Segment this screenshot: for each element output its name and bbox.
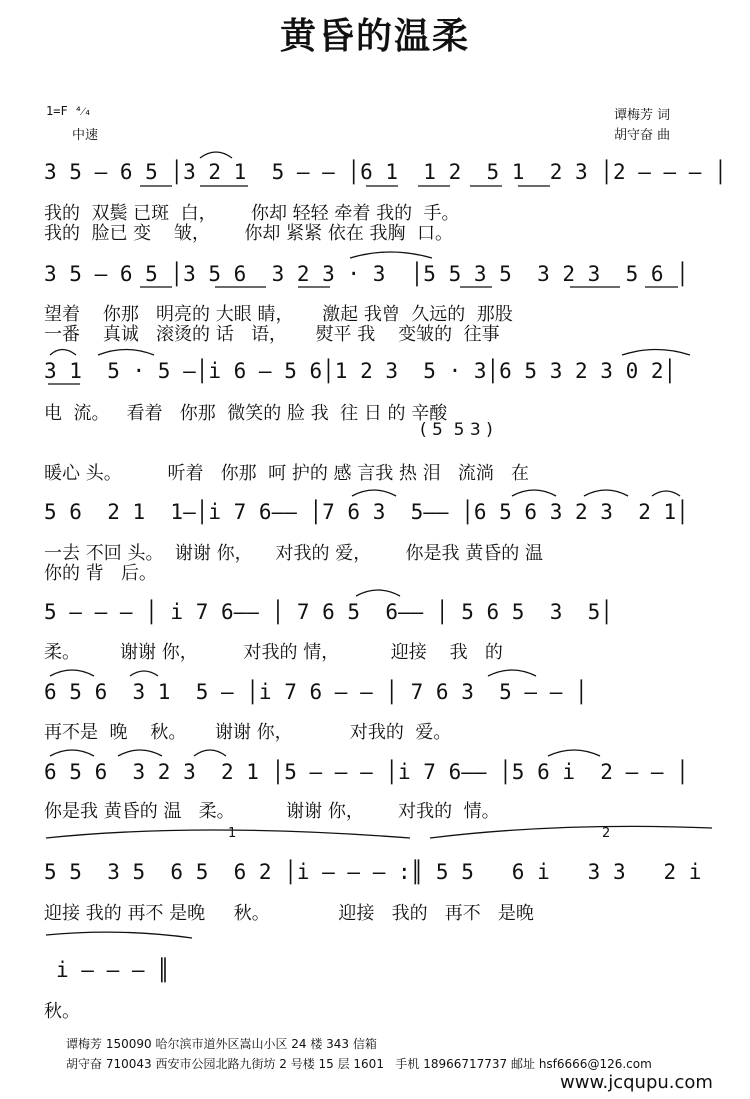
slur-mark (50, 670, 94, 676)
notation-row-3: 3 1 5 · 5 —│i 6 — 5 6│1 2 3 5 · 3│6 5 3 2 3 0 2│ (44, 359, 677, 383)
notation-row-9: i — — — ║ (56, 958, 170, 982)
notation-row-2: 3 5 — 6 5 │3 5 6 3 2 3 · 3 │5 5 3 5 3 2 3 5 6 │ (44, 262, 689, 286)
slur-mark (652, 491, 680, 496)
slur-mark (194, 750, 226, 756)
site-watermark: www.jcqupu.com (560, 1072, 713, 1093)
lyric-row-3-verse-2: 暖心 头。 听着 你那 呵 护的 感 言我 热 泪 流淌 在 (44, 463, 530, 484)
slur-mark (622, 350, 690, 356)
notation-row-7: 6 5 6 3 2 3 2 1 │5 — — — │i 7 6—— │5 6 i 2 — — │ (44, 760, 689, 784)
slur-mark (98, 350, 154, 356)
slur-mark (512, 490, 556, 496)
slur-mark (130, 671, 158, 676)
footer-lyricist-address: 谭梅芳 150090 哈尔滨市道外区嵩山小区 24 楼 343 信箱 (66, 1037, 377, 1051)
key-signature: 1=F ⁴⁄₄ (46, 104, 92, 118)
notation-row-6: 6 5 6 3 1 5 — │i 7 6 — — │ 7 6 3 5 — — │ (44, 680, 588, 704)
slur-mark (50, 750, 94, 756)
lyric-row-9: 秋。 (44, 1001, 80, 1022)
slur-mark (118, 750, 162, 756)
lyric-row-3-verse-1: 电 流。 看着 你那 微笑的 脸 我 往 日 的 辛酸 (44, 403, 448, 424)
lyric-row-2-verse-1: 望着 你那 明亮的 大眼 睛， 激起 我曾 久远的 那股 (44, 304, 513, 325)
slur-mark (350, 252, 432, 258)
slur-mark (200, 152, 232, 158)
lyric-row-7: 你是我 黄昏的 温 柔。 谢谢 你， 对我的 情。 (44, 801, 500, 822)
page-title: 黄昏的温柔 (279, 16, 470, 57)
lyric-row-1-verse-2: 我的 脸已 变 皱， 你却 紧紧 依在 我胸 口。 (44, 223, 453, 244)
slur-mark (50, 350, 76, 356)
lyric-row-4-verse-2: 你的 背 后。 (44, 563, 157, 584)
lyric-row-1-verse-1: 我的 双鬓 已斑 白， 你却 轻轻 牵着 我的 手。 (44, 203, 460, 224)
lyricist-credit: 谭梅芳 词 (614, 108, 671, 123)
lyric-row-4-verse-1: 一去 不回 头。 谢谢 你， 对我的 爱， 你是我 黄昏的 温 (44, 543, 543, 564)
slur-mark (356, 590, 400, 596)
notation-row-5: 5 — — — │ i 7 6—— │ 7 6 5 6—— │ 5 6 5 3 5│ (44, 600, 613, 624)
volta-1-label: 1 (228, 826, 237, 841)
slur-mark (488, 670, 536, 676)
slur-mark (352, 490, 396, 496)
notation-row-8: 5 5 3 5 6 5 6 2 │i — — — :║ 5 5 6 i 3 3 2 i (44, 860, 702, 884)
lyric-row-6: 再不是 晚 秋。 谢谢 你， 对我的 爱。 (44, 722, 452, 743)
slur-mark (584, 490, 628, 496)
lyric-row-2-verse-2: 一番 真诚 滚烫的 话 语， 熨平 我 变皱的 往事 (44, 324, 500, 345)
lyric-row-5: 柔。 谢谢 你， 对我的 情， 迎接 我 的 (44, 642, 503, 663)
slur-mark (548, 750, 600, 756)
footer-composer-address: 胡守奋 710043 西安市公园北路九街坊 2 号楼 15 层 1601 手机 18966717737 邮址 hsf6666@126.com (66, 1057, 652, 1071)
composer-credit: 胡守奋 曲 (614, 128, 671, 143)
notation-row-4: 5 6 2 1 1—│i 7 6—— │7 6 3 5—— │6 5 6 3 2 3 2 1│ (44, 500, 689, 524)
volta-2-label: 2 (602, 826, 611, 841)
volta-bracket-2 (430, 826, 712, 838)
aside-notes: ( 5 5 3 ) (420, 420, 493, 440)
tempo-marking: 中速 (72, 128, 99, 143)
slur-mark (46, 932, 192, 938)
lyric-row-8: 迎接 我的 再不 是晚 秋。 迎接 我的 再不 是晚 (44, 903, 534, 924)
notation-row-1: 3 5 — 6 5 │3 2 1 5 — — │6 1 1 2 5 1 2 3 │2 — — — │ (44, 160, 727, 184)
